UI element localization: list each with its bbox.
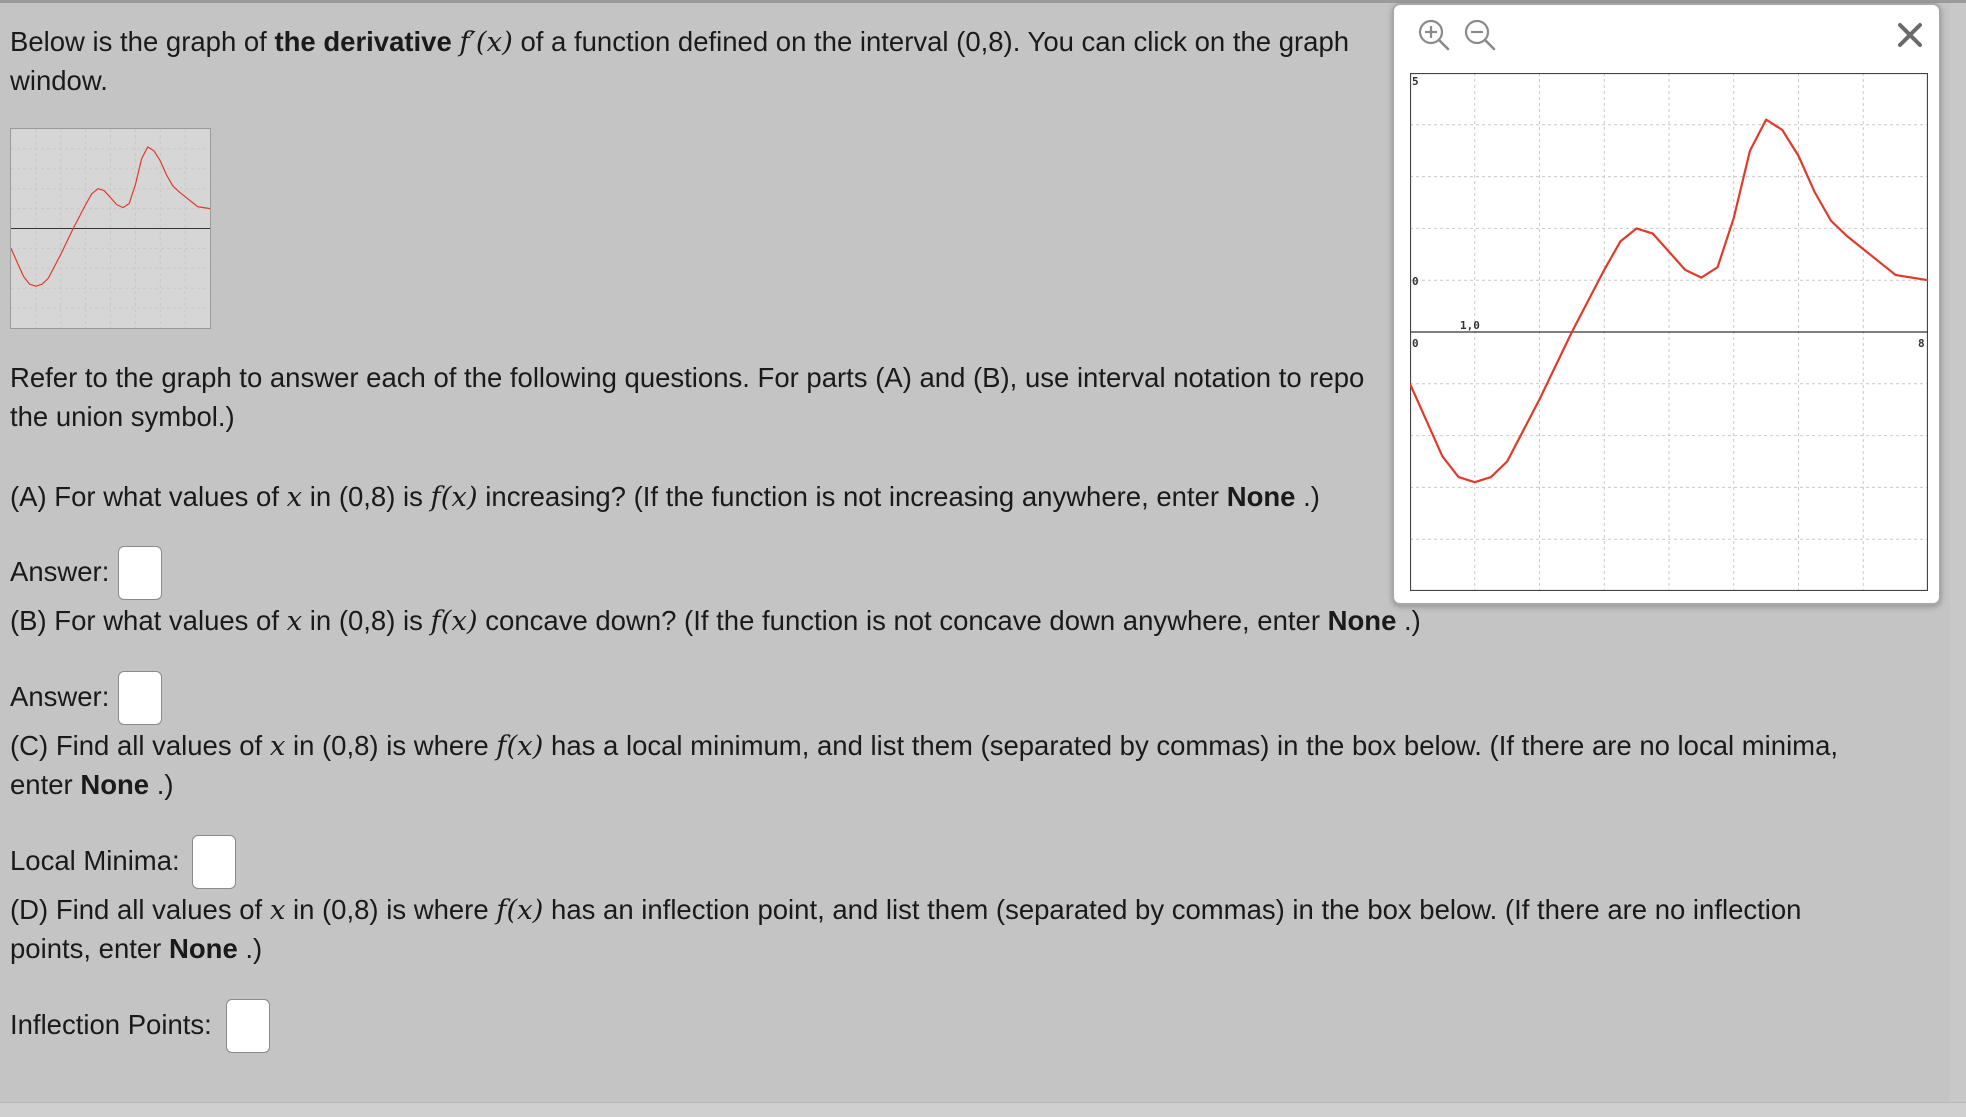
x-variable: x — [269, 730, 286, 762]
x-min-label: 0 — [1412, 337, 1419, 350]
f-of-x: f(x) — [430, 605, 478, 637]
y-zero-label: 0 — [1412, 275, 1419, 288]
refer-text-line2: the union symbol.) — [10, 401, 235, 432]
x-variable: x — [286, 605, 303, 637]
none-keyword: None — [168, 933, 238, 964]
part-a-answer-label: Answer: — [10, 556, 110, 587]
x-variable: x — [269, 894, 286, 926]
local-minima-input[interactable] — [192, 835, 236, 889]
part-d-question-line2: points, enter None .) — [10, 933, 263, 964]
graph-thumbnail[interactable] — [10, 128, 211, 329]
none-keyword: None — [1226, 481, 1296, 512]
part-b-answer-label: Answer: — [10, 681, 110, 712]
inflection-points-input[interactable] — [226, 999, 270, 1053]
thumbnail-graph — [11, 129, 210, 328]
intro-text-rest: of a function defined on the interval (0,8). You can click on the graph — [512, 26, 1350, 57]
x-max-label: 8 — [1918, 337, 1925, 350]
f-of-x: f(x) — [496, 730, 544, 762]
intro-text-line1 — [10, 22, 1349, 62]
f-of-x: f(x) — [496, 894, 544, 926]
intro-text: Below is the graph of — [10, 26, 275, 57]
refer-text-line1: Refer to the graph to answer each of the following questions. For parts (A) and (B), use interval notation to repo — [10, 362, 1365, 393]
y-max-label: 5 — [1412, 75, 1419, 88]
part-b-question: (B) For what values of x in (0,8) is f(x) concave down? (If the function is not concave down anywhere, enter None .) — [10, 605, 1421, 637]
x-variable: x — [286, 481, 303, 513]
tick-label: 1,0 — [1460, 319, 1480, 332]
part-c-question-line1: (C) Find all values of x in (0,8) is where f(x) has a local minimum, and list them (separated by commas) in the box below. (If there are no local minima, — [10, 730, 1839, 762]
intro-bold: the derivative — [274, 26, 452, 57]
page-bottom-bar — [0, 1102, 1966, 1117]
part-c-question-line2: enter None .) — [10, 769, 174, 800]
part-d-answer-label: Inflection Points: — [10, 1009, 212, 1040]
f-of-x: f(x) — [430, 481, 478, 513]
part-c-answer-label: Local Minima: — [10, 845, 180, 876]
none-keyword: None — [80, 769, 150, 800]
derivative-symbol: f′(x) — [459, 26, 513, 58]
zoom-out-icon[interactable] — [1460, 15, 1500, 55]
derivative-graph-svg — [1410, 73, 1928, 591]
enlarged-graph — [1410, 73, 1928, 591]
none-keyword: None — [1327, 605, 1397, 636]
part-b-answer-input[interactable] — [118, 671, 162, 725]
intro-text-line2: window. — [10, 65, 108, 96]
graph-popup-window — [1392, 3, 1941, 605]
part-d-question-line1: (D) Find all values of x in (0,8) is where f(x) has an inflection point, and list them (separated by commas) in the box below. (If there are no inflection — [10, 894, 1802, 926]
popup-toolbar — [1394, 5, 1939, 57]
zoom-in-icon[interactable] — [1414, 15, 1454, 55]
close-icon[interactable] — [1890, 15, 1930, 55]
part-a-answer-input[interactable] — [118, 546, 162, 600]
part-a-question: (A) For what values of x in (0,8) is f(x) increasing? (If the function is not increasing anywhere, enter None .) — [10, 481, 1320, 513]
